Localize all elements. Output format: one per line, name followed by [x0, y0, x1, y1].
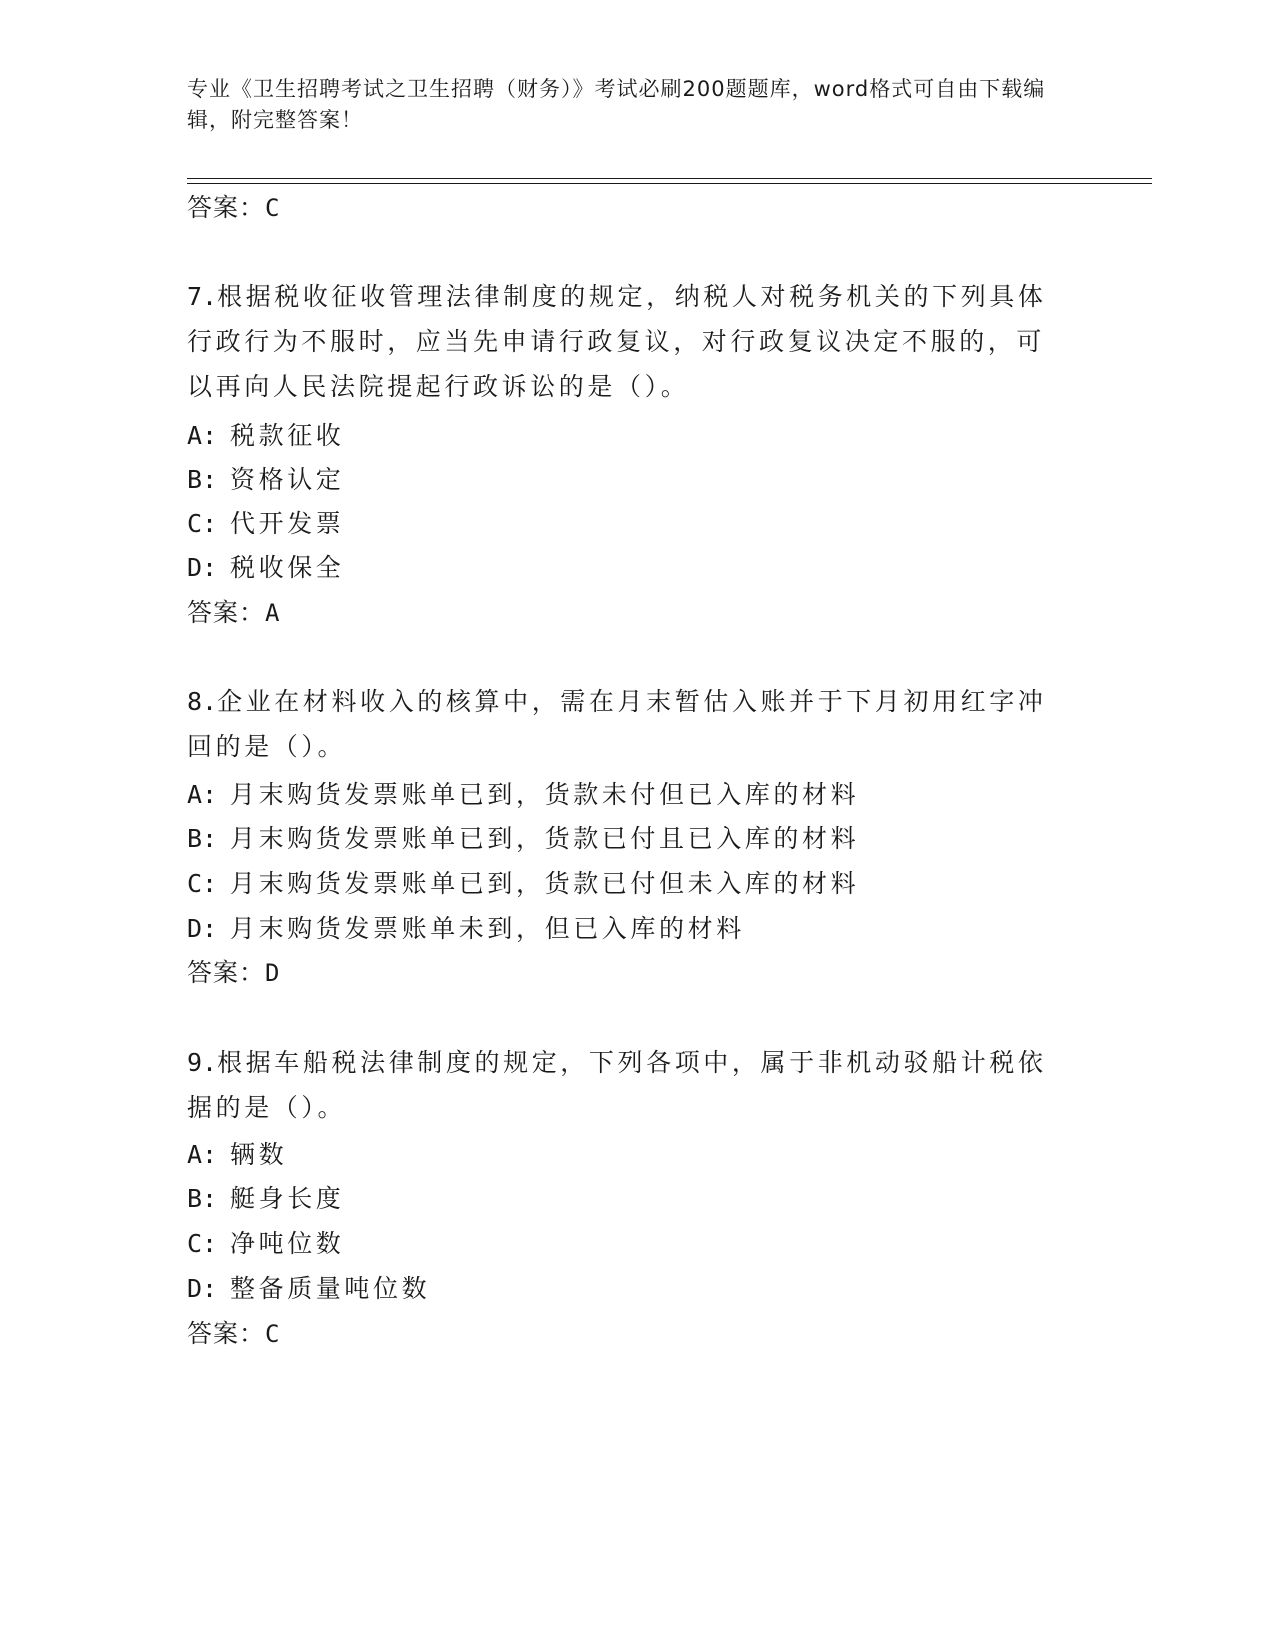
answer-label: 答案：	[187, 598, 266, 627]
option-letter: D:	[187, 914, 218, 943]
option-c	[187, 508, 344, 540]
option-letter: C:	[187, 509, 218, 538]
answer-label: 答案：	[187, 958, 266, 987]
option-text: 税收保全	[230, 553, 345, 582]
question-stem	[187, 274, 1067, 409]
option-b	[187, 823, 859, 855]
option-letter: A:	[187, 421, 218, 450]
option-a	[187, 420, 344, 452]
option-text: 月末购货发票账单未到，但已入库的材料	[230, 914, 745, 943]
option-text: 净吨位数	[230, 1229, 345, 1258]
answer-value: C	[265, 194, 281, 222]
option-text: 代开发票	[230, 509, 345, 538]
option-text: 月末购货发票账单已到，货款已付且已入库的材料	[230, 824, 860, 853]
option-d	[187, 913, 745, 945]
header-divider-top	[187, 178, 1152, 179]
option-d	[187, 552, 344, 584]
option-letter: B:	[187, 1184, 218, 1213]
question-text: 根据车船税法律制度的规定，下列各项中，属于非机动驳船计税依据的是（）。	[187, 1048, 1047, 1122]
question-number: 9.	[187, 1048, 218, 1077]
option-b	[187, 464, 344, 496]
option-letter: B:	[187, 824, 218, 853]
document-header: 专业《卫生招聘考试之卫生招聘（财务）》考试必刷200题题库，word格式可自由下载编辑，附完整答案！	[187, 77, 1046, 132]
option-letter: C:	[187, 1229, 218, 1258]
option-text: 税款征收	[230, 421, 345, 450]
option-letter: D:	[187, 553, 218, 582]
option-c	[187, 868, 859, 900]
option-text: 月末购货发票账单已到，货款未付但已入库的材料	[230, 780, 860, 809]
option-text: 月末购货发票账单已到，货款已付但未入库的材料	[230, 869, 860, 898]
header-divider-bottom	[187, 183, 1152, 184]
option-a	[187, 779, 859, 811]
answer-label: 答案：	[187, 193, 266, 222]
option-letter: A:	[187, 780, 218, 809]
question-stem	[187, 1040, 1067, 1130]
answer-line	[187, 597, 280, 629]
option-d	[187, 1273, 430, 1305]
option-c	[187, 1228, 344, 1260]
question-number: 8.	[187, 687, 218, 716]
answer-value: D	[265, 959, 281, 987]
option-letter: B:	[187, 465, 218, 494]
option-letter: C:	[187, 869, 218, 898]
option-text: 辆数	[230, 1140, 288, 1169]
option-text: 艇身长度	[230, 1184, 345, 1213]
answer-label: 答案：	[187, 1319, 266, 1348]
option-text: 整备质量吨位数	[230, 1274, 431, 1303]
answer-value: C	[265, 1320, 281, 1348]
option-a	[187, 1139, 287, 1171]
option-text: 资格认定	[230, 465, 345, 494]
answer-value: A	[265, 599, 281, 627]
option-letter: A:	[187, 1140, 218, 1169]
question-text: 企业在材料收入的核算中，需在月末暂估入账并于下月初用红字冲回的是（）。	[187, 687, 1047, 761]
answer-line	[187, 957, 280, 989]
question-stem	[187, 679, 1067, 769]
option-b	[187, 1183, 344, 1215]
answer-line	[187, 1318, 280, 1350]
option-letter: D:	[187, 1274, 218, 1303]
question-text: 根据税收征收管理法律制度的规定，纳税人对税务机关的下列具体行政行为不服时，应当先申请行政复议，对行政复议决定不服的，可以再向人民法院提起行政诉讼的是（）。	[187, 282, 1047, 401]
answer-line	[187, 192, 280, 224]
question-number: 7.	[187, 282, 218, 311]
